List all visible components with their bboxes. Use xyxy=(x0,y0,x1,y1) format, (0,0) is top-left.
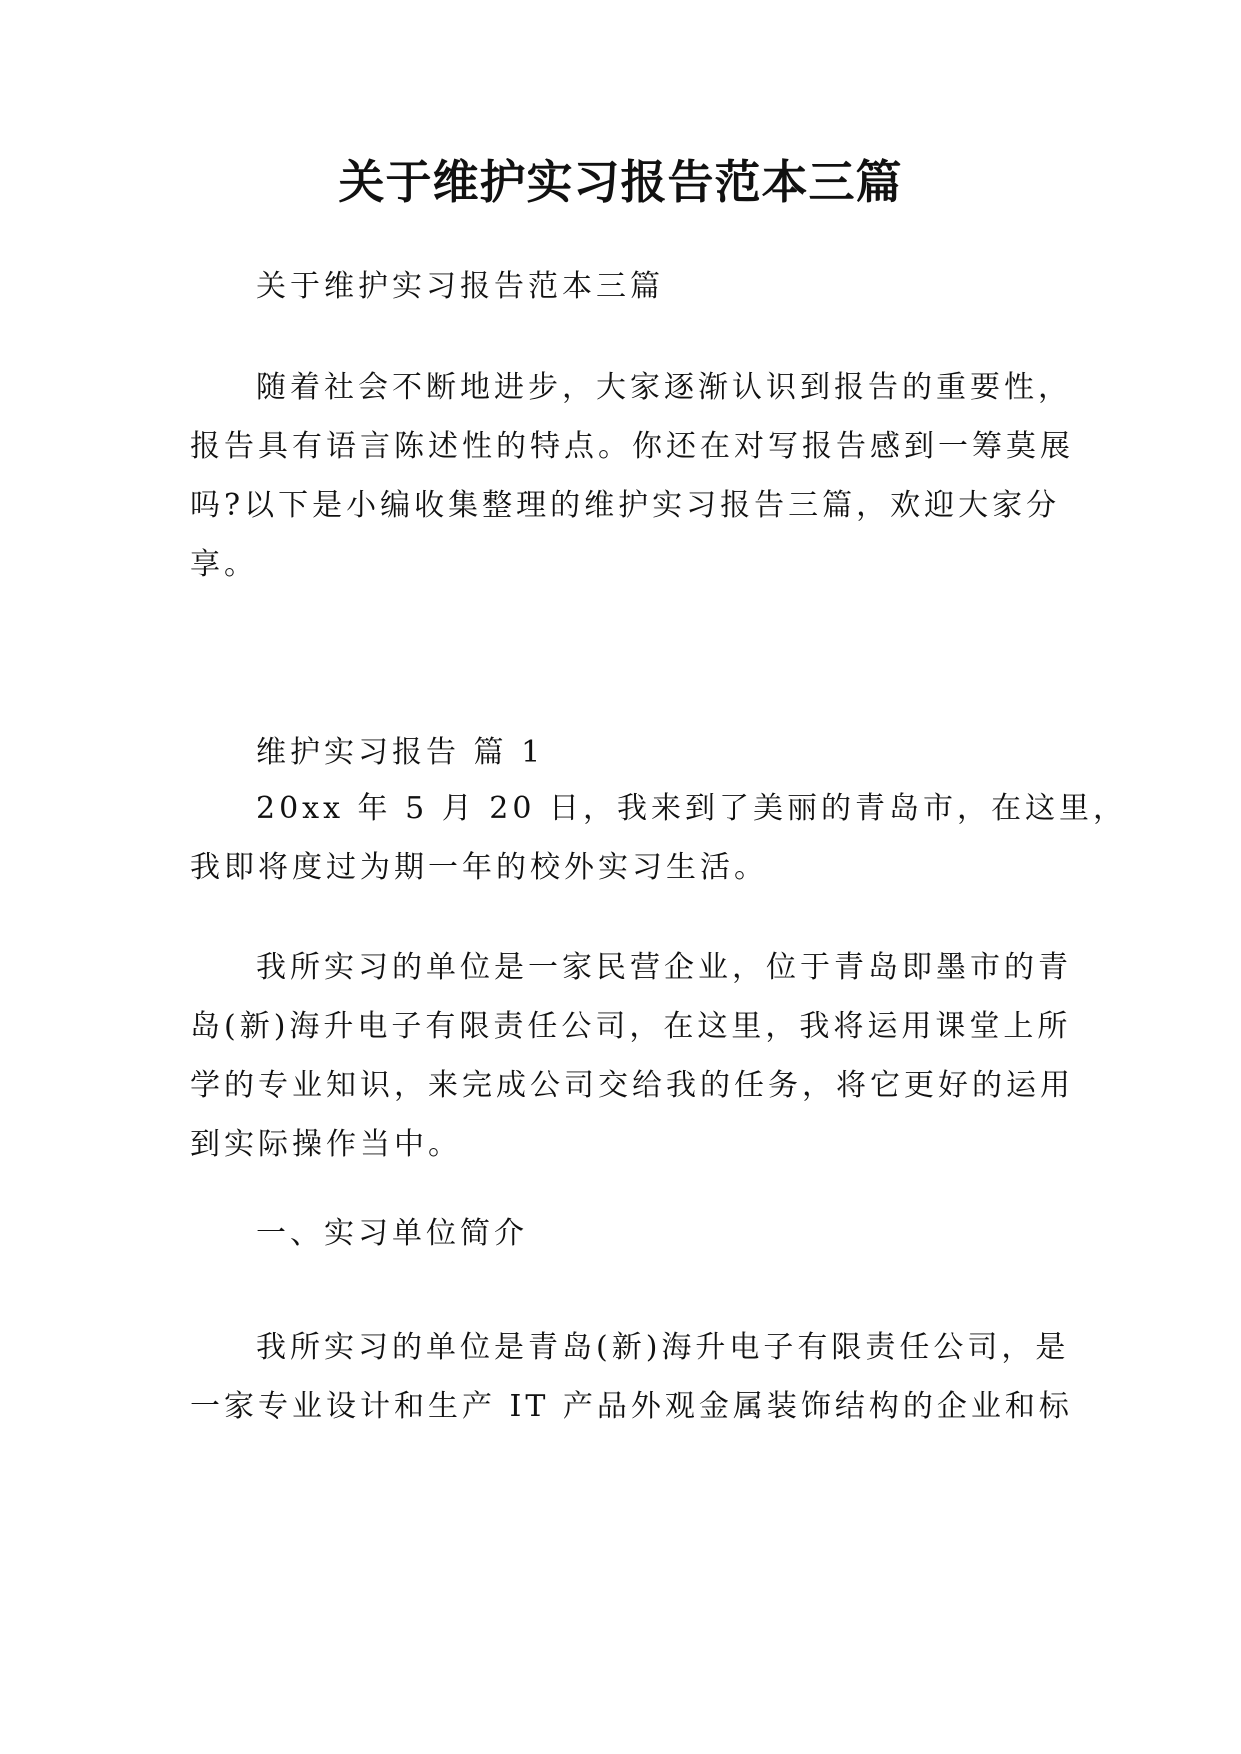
paragraph-line: 随着社会不断地进步，大家逐渐认识到报告的重要性， xyxy=(256,370,1072,405)
paragraph-1 xyxy=(190,779,1127,897)
paragraph-line: 我所实习的单位是一家民营企业，位于青岛即墨市的青 xyxy=(256,950,1072,985)
paragraph-line: 一家专业设计和生产 IT 产品外观金属装饰结构的企业和标 xyxy=(190,1389,1073,1424)
subtitle-text: 关于维护实习报告范本三篇 xyxy=(256,269,664,304)
subheading-1 xyxy=(190,1204,1050,1263)
document-subtitle xyxy=(190,257,1050,316)
intro-paragraph xyxy=(190,358,1074,594)
paragraph-line: 到实际操作当中。 xyxy=(190,1127,462,1162)
document-title: 关于维护实习报告范本三篇 xyxy=(338,155,903,209)
paragraph-line: 报告具有语言陈述性的特点。你还在对写报告感到一筹莫展 xyxy=(190,429,1074,464)
section-heading xyxy=(190,723,1050,782)
paragraph-3 xyxy=(190,1318,1073,1436)
paragraph-line: 我所实习的单位是青岛(新)海升电子有限责任公司，是 xyxy=(256,1330,1070,1365)
paragraph-line: 享。 xyxy=(190,547,258,582)
subheading-text: 一、实习单位简介 xyxy=(256,1216,528,1251)
paragraph-line: 岛(新)海升电子有限责任公司，在这里，我将运用课堂上所 xyxy=(190,1009,1072,1044)
paragraph-2 xyxy=(190,938,1074,1174)
paragraph-line: 20xx 年 5 月 20 日，我来到了美丽的青岛市，在这里， xyxy=(256,791,1127,826)
section-heading-text: 维护实习报告 篇 1 xyxy=(256,735,545,770)
paragraph-line: 吗?以下是小编收集整理的维护实习报告三篇，欢迎大家分 xyxy=(190,488,1061,523)
paragraph-line: 学的专业知识，来完成公司交给我的任务，将它更好的运用 xyxy=(190,1068,1074,1103)
paragraph-line: 我即将度过为期一年的校外实习生活。 xyxy=(190,850,768,885)
